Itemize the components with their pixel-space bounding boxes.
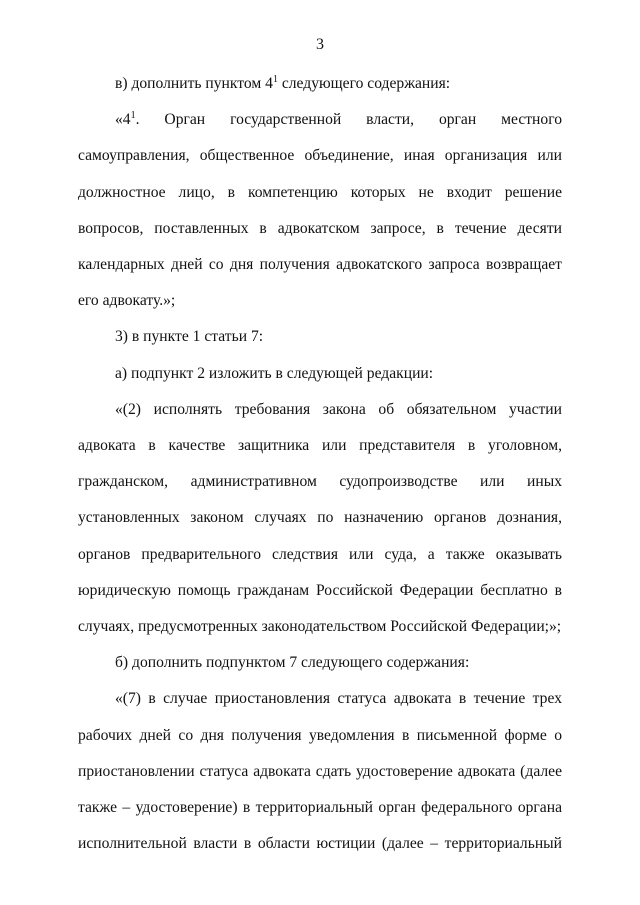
paragraph-point-4-1 [78, 102, 562, 319]
paragraph-text: «4 [115, 111, 131, 129]
paragraph-subitem-a: а) подпункт 2 изложить в следующей редакции: [115, 364, 434, 382]
page-number: 3 [316, 36, 324, 53]
superscript: 1 [272, 74, 278, 85]
paragraph-text: следующего содержания: [277, 75, 451, 92]
paragraph-text: . Орган государственной власти, орган местного самоуправления, общественное объединение, иная организация или должностное лицо, в компетенцию которых не входит решение вопросов, поставленных в адвокатском запросе, в течение десяти календарных дней со дня получения адвокатского запроса возвращает его адвокату.»; [78, 111, 562, 310]
paragraph-subitem-7-text: «(7) в случае приостановления статуса адвоката в течение трех рабочих дней со дня получения уведомления в письменной форме о приостановлении статуса адвоката сдать удостоверение адвоката (далее также – удостоверение) в территориальный орган федерального органа исполнительной власти в области юстиции (далее – территориальный [78, 690, 562, 853]
paragraph-text: в) дополнить пунктом 4 [115, 75, 273, 92]
document-body [78, 66, 562, 862]
superscript: 1 [130, 110, 136, 122]
paragraph-subitem-b: б) дополнить подпунктом 7 следующего содержания: [115, 654, 470, 672]
paragraph-item-3: 3) в пункте 1 статьи 7: [115, 328, 264, 346]
paragraph-subitem-2-text: «(2) исполнять требования закона об обязательном участии адвоката в качестве защитника или представителя в уголовном, гражданском, административном судопроизводстве или иных установленных законом случаях по назначению органов дознания, органов предварительного следствия или суда, а также оказывать юридическую помощь гражданам Российской Федерации бесплатно в случаях, предусмотренных законодательством Российской Федерации;»; [78, 400, 562, 636]
paragraph-item-v [78, 66, 562, 102]
